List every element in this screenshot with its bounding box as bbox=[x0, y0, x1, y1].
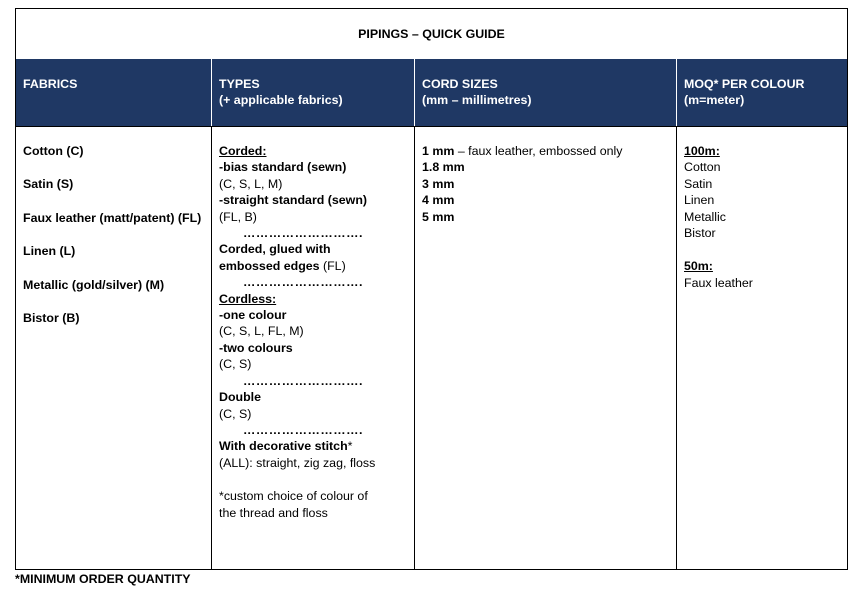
cord-size-item: 3 mm bbox=[422, 176, 455, 191]
moq-100-heading: 100m: bbox=[684, 144, 720, 158]
custom-note-1: *custom choice of colour of bbox=[219, 489, 368, 504]
fabric-item: Metallic (gold/silver) (M) bbox=[23, 277, 165, 292]
fabric-item: Faux leather (matt/patent) (FL) bbox=[23, 210, 202, 225]
fabric-item: Cotton (C) bbox=[23, 144, 84, 158]
moq-50-heading: 50m: bbox=[684, 259, 713, 274]
decorative-label: With decorative stitch bbox=[219, 439, 348, 454]
header-cord-line1: CORD SIZES bbox=[422, 77, 498, 91]
moq-item: Linen bbox=[684, 193, 715, 208]
header-fabrics bbox=[16, 59, 211, 126]
fabric-item: Satin (S) bbox=[23, 177, 74, 192]
header-moq-line2: (m=meter) bbox=[684, 93, 745, 107]
cord-size-note: – faux leather, embossed only bbox=[454, 144, 623, 158]
header-types-line2: (+ applicable fabrics) bbox=[219, 93, 343, 107]
two-colours-label: -two colours bbox=[219, 340, 293, 355]
dotted-separator: ………………………. bbox=[243, 373, 363, 388]
header-fabrics-label: FABRICS bbox=[23, 77, 78, 91]
fabric-item: Linen (L) bbox=[23, 244, 76, 259]
header-row bbox=[16, 59, 847, 127]
dotted-separator: ………………………. bbox=[243, 226, 363, 241]
moq-item: Metallic bbox=[684, 209, 726, 224]
cord-size-item: 1.8 mm bbox=[422, 160, 465, 175]
fabric-item: Bistor (B) bbox=[23, 311, 80, 326]
cordless-heading: Cordless: bbox=[219, 291, 277, 306]
types-cell bbox=[211, 126, 414, 569]
moq-item: Satin bbox=[684, 176, 713, 191]
one-colour-label: -one colour bbox=[219, 308, 287, 323]
dotted-separator: ………………………. bbox=[243, 275, 363, 290]
cord-size-item: 5 mm bbox=[422, 209, 455, 224]
decorative-options: (ALL): straight, zig zag, floss bbox=[219, 455, 376, 470]
piping-guide-table bbox=[15, 8, 848, 570]
one-colour-fabrics: (C, S, L, FL, M) bbox=[219, 324, 304, 339]
table-title: PIPINGS – QUICK GUIDE bbox=[16, 9, 847, 60]
decorative-star: * bbox=[347, 439, 353, 454]
bias-fabrics: (C, S, L, M) bbox=[219, 176, 283, 191]
moq-cell bbox=[676, 126, 847, 569]
cord-sizes-cell bbox=[414, 126, 676, 569]
double-fabrics: (C, S) bbox=[219, 406, 252, 421]
double-label: Double bbox=[219, 390, 261, 405]
glued-label-2: embossed edges bbox=[219, 258, 320, 273]
corded-heading: Corded: bbox=[219, 144, 267, 158]
body-row bbox=[16, 126, 847, 569]
header-cord-line2: (mm – millimetres) bbox=[422, 93, 532, 107]
footnote: *MINIMUM ORDER QUANTITY bbox=[15, 572, 191, 586]
two-colours-fabrics: (C, S) bbox=[219, 357, 252, 372]
moq-item: Bistor bbox=[684, 226, 716, 241]
cord-size-item: 1 mm bbox=[422, 144, 455, 158]
bias-label: -bias standard (sewn) bbox=[219, 160, 347, 175]
header-moq bbox=[676, 59, 847, 126]
straight-fabrics: (FL, B) bbox=[219, 209, 257, 224]
header-moq-line1: MOQ* PER COLOUR bbox=[684, 77, 805, 91]
header-types bbox=[211, 59, 414, 126]
fabrics-cell bbox=[16, 126, 211, 569]
header-cord-sizes bbox=[414, 59, 676, 126]
glued-label-1: Corded, glued with bbox=[219, 242, 331, 257]
straight-label: -straight standard (sewn) bbox=[219, 193, 368, 208]
custom-note-2: the thread and floss bbox=[219, 505, 328, 520]
header-types-line1: TYPES bbox=[219, 77, 260, 91]
glued-fabrics: (FL) bbox=[319, 258, 346, 273]
cord-size-item: 4 mm bbox=[422, 193, 455, 208]
dotted-separator: ………………………. bbox=[243, 422, 363, 437]
moq-item: Faux leather bbox=[684, 275, 753, 290]
moq-item: Cotton bbox=[684, 160, 721, 175]
